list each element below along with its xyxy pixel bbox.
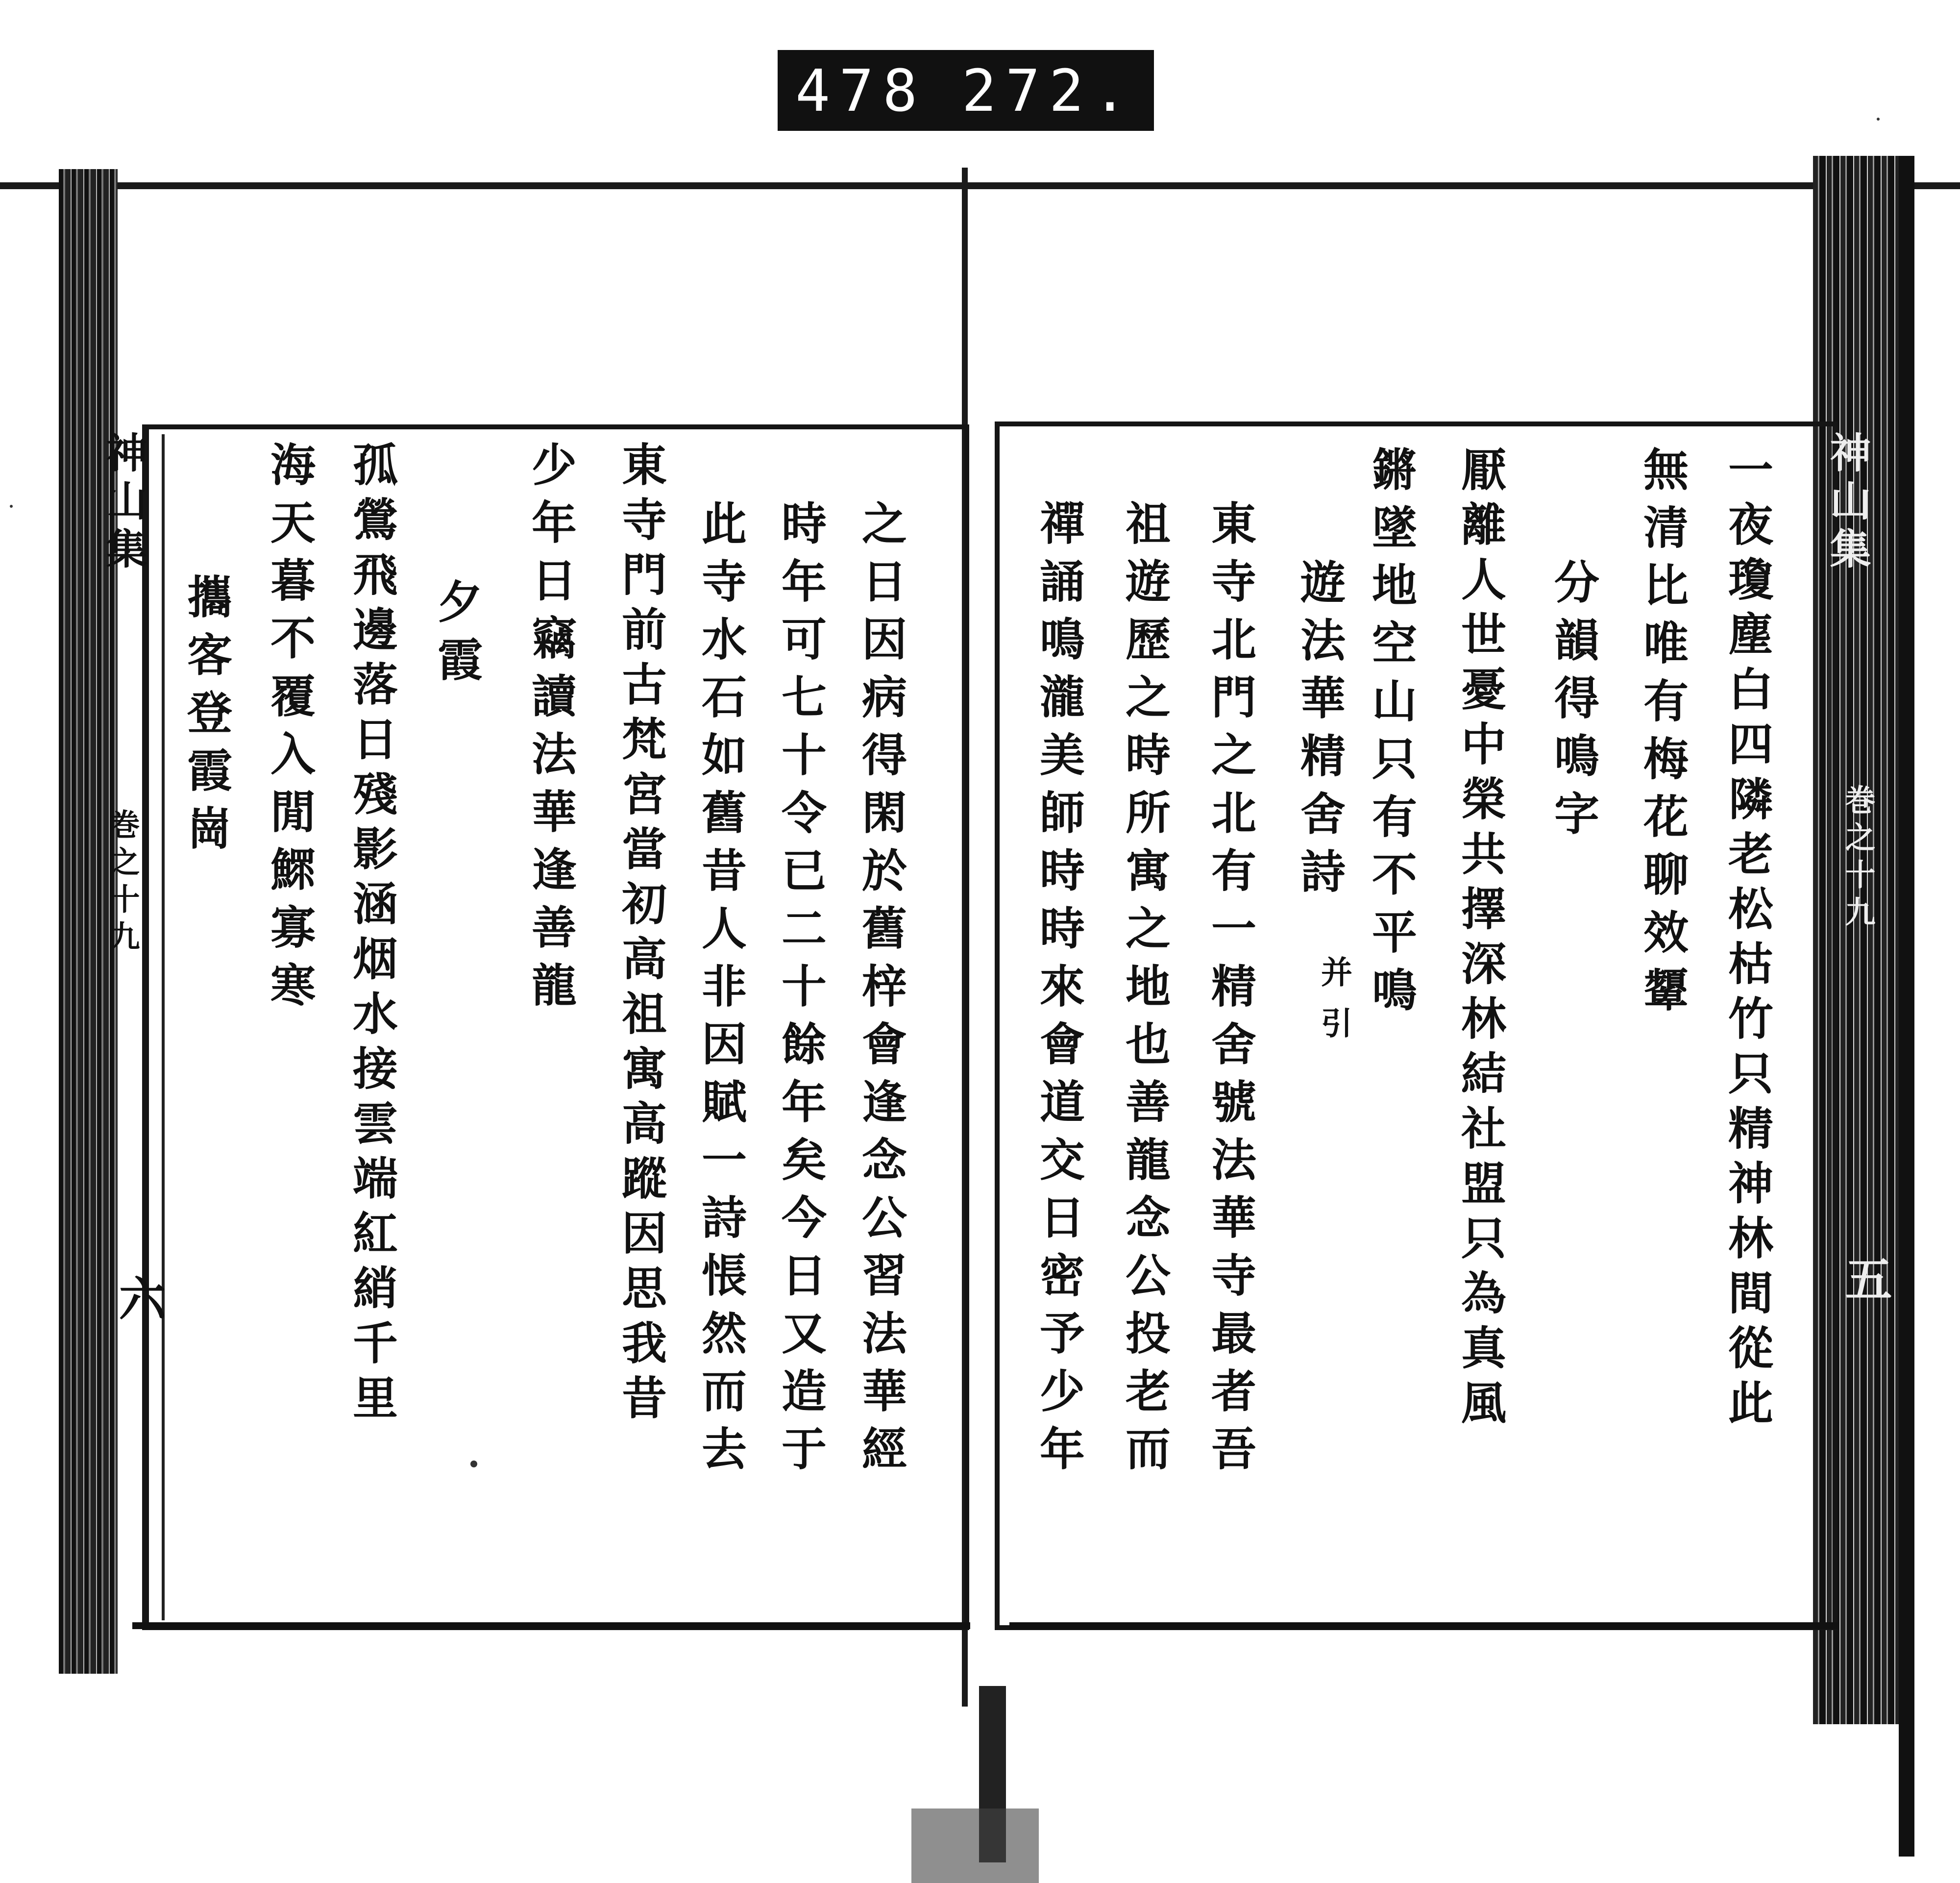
right-cover-edge	[1899, 156, 1914, 1857]
left-page-bottom-rule	[132, 1622, 970, 1629]
right-hashira-volume: 巻之十九	[1840, 784, 1876, 933]
right-text-heading-1: 遊法華精舍詩	[1293, 559, 1346, 906]
right-text-column-6: 東寺北門之北有一精舍號法華寺最者吾	[1204, 500, 1257, 1483]
right-page-bottom-rule	[1009, 1622, 1838, 1629]
scan-speck	[10, 505, 13, 508]
right-text-column-1: 一夜瓊塵白四隣老松枯竹只精神林間從此	[1721, 446, 1774, 1434]
right-text-column-3: 分韻得鳴字	[1547, 559, 1600, 848]
scan-speck	[1877, 118, 1880, 121]
right-folio: 五	[1838, 1255, 1893, 1302]
left-text-heading-1: 夕霞	[430, 578, 483, 694]
left-text-column-7: 海天暮不覆入閒鰥寡寒	[263, 441, 316, 1019]
right-text-column-5: 鏘墜地空山只有不平鳴	[1365, 446, 1418, 1024]
right-text-column-7: 祖遊歷之時所寓之地也善龍念公投老而	[1118, 500, 1171, 1483]
film-reel-number: 478	[795, 56, 927, 124]
spine-shadow	[911, 1809, 1039, 1883]
left-text-column-3: 此寺水石如舊昔人非因賦一詩悵然而去	[694, 500, 747, 1483]
left-text-column-2: 時年可七十令已二十餘年矣今日又造于	[774, 500, 827, 1483]
left-folio: 六	[111, 1274, 167, 1321]
right-text-column-8: 禪誦鳴瀧美師時時來會道交日密予少年	[1032, 500, 1085, 1483]
left-text-column-5: 少年日竊讀法華逢善龍	[524, 441, 577, 1019]
left-text-column-4: 東寺門前古梵宮當初高祖寓高蹤因思我昔	[614, 441, 667, 1429]
top-rule	[0, 182, 1960, 189]
left-text-column-8: 攜客登霞崗	[180, 573, 233, 863]
right-hashira-title: 神山集	[1823, 431, 1872, 575]
left-page-inner-rule	[162, 434, 165, 1620]
left-hashira-volume: 巻之十九	[104, 809, 140, 958]
right-text-column-2: 無清比唯有梅花聊效顰	[1636, 446, 1689, 1024]
left-text-column-6: 孤鶯飛邊落日殘影涵烟水接雲端紅綃千里	[345, 441, 398, 1429]
scan-speck	[470, 1461, 477, 1467]
left-hashira-title: 神山集	[99, 431, 148, 575]
left-text-column-1: 之日因病得閑於舊梓會逢念公習法華經	[855, 500, 907, 1483]
right-text-heading-note: 并引	[1316, 956, 1352, 1058]
film-frame-number: 272.	[961, 56, 1136, 124]
right-text-column-4: 厭離人世憂中榮共擇深林結社盟只為真風	[1454, 446, 1507, 1434]
right-page-inner-rule	[1813, 431, 1816, 1622]
microfilm-frame-label	[778, 50, 1154, 131]
